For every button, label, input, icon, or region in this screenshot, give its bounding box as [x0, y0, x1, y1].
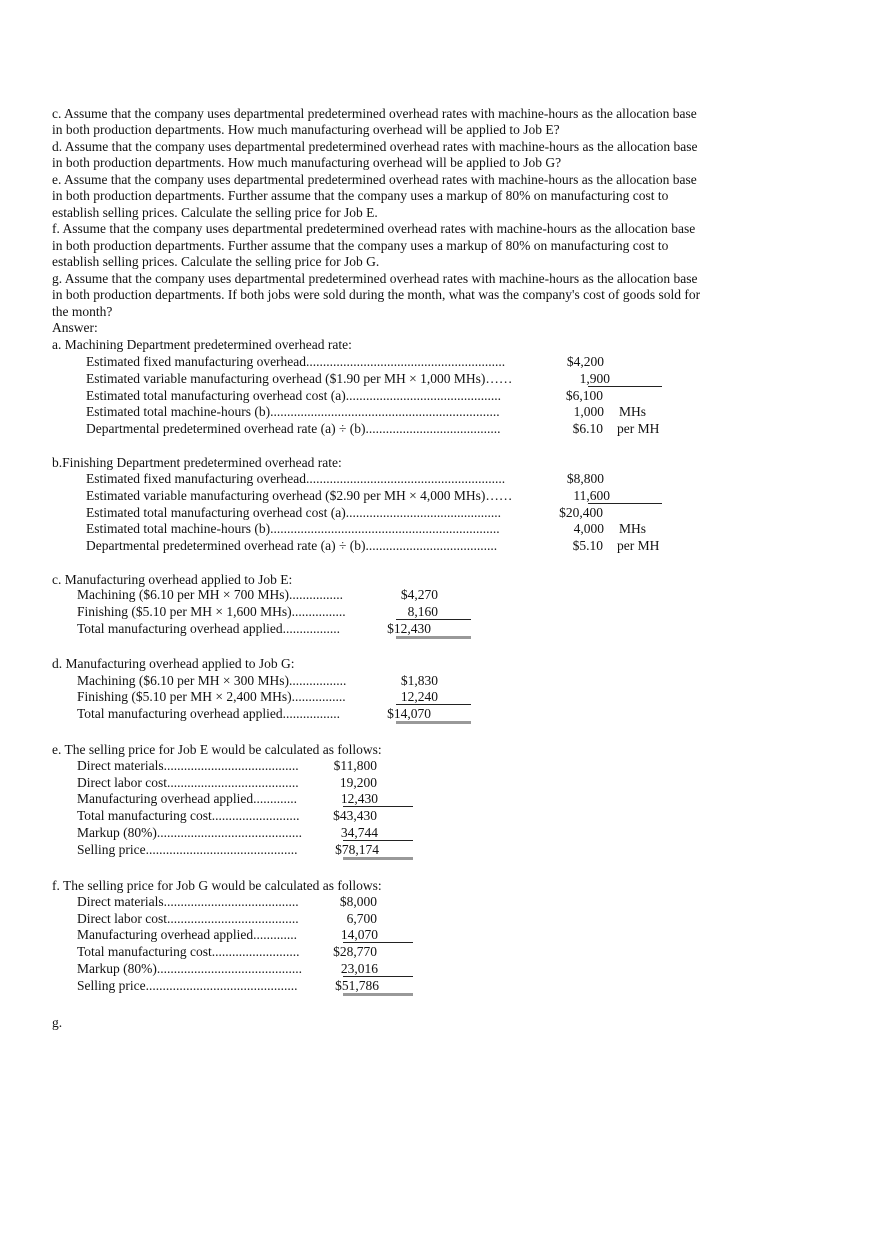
row-value: 1,900 [579, 371, 610, 386]
row-label: Estimated variable manufacturing overhead ($1.90 per MH × 1,000 MHs)…… [86, 371, 513, 386]
row-value: $51,786 [335, 978, 379, 993]
row-label: Estimated total manufacturing overhead cost (a).............................................. [86, 505, 502, 520]
row-label: Total manufacturing overhead applied................. [77, 621, 340, 636]
row-value: 4,000 [573, 521, 604, 536]
row-value: $8,000 [339, 894, 377, 909]
section-e-heading: e. The selling price for Job E would be calculated as follows: [52, 742, 382, 757]
row-value: $11,800 [333, 758, 377, 773]
row-label: Estimated total manufacturing overhead cost (a).............................................. [86, 388, 502, 403]
underline [588, 503, 662, 504]
row-label: Direct labor cost....................................... [77, 775, 299, 790]
row-label: Estimated fixed manufacturing overhead........................................................... [86, 471, 506, 486]
row-label: Markup (80%)........................................... [77, 961, 302, 976]
underline [343, 840, 413, 841]
row-value: $5.10 [572, 538, 603, 553]
row-value: 19,200 [339, 775, 377, 790]
row-label: Direct materials........................................ [77, 894, 299, 909]
section-d-heading: d. Manufacturing overhead applied to Job G: [52, 656, 295, 671]
row-value: $78,174 [335, 842, 379, 857]
row-value: $4,270 [400, 587, 438, 602]
section-b-heading: b.Finishing Department predetermined overhead rate: [52, 455, 342, 470]
row-value: $43,430 [333, 808, 377, 823]
question-line: establish selling prices. Calculate the selling price for Job E. [52, 205, 378, 220]
row-label: Estimated variable manufacturing overhead ($2.90 per MH × 4,000 MHs)…… [86, 488, 513, 503]
row-value: $8,800 [566, 471, 604, 486]
row-value: $6.10 [572, 421, 603, 436]
row-value: $28,770 [333, 944, 377, 959]
row-label: Estimated fixed manufacturing overhead........................................................... [86, 354, 506, 369]
underline [396, 704, 471, 705]
row-label: Finishing ($5.10 per MH × 1,600 MHs)................ [77, 604, 346, 619]
question-line: in both production departments. How much manufacturing overhead will be applied to Job G? [52, 155, 562, 170]
row-value: 6,700 [346, 911, 377, 926]
row-label: Direct materials........................................ [77, 758, 299, 773]
row-label: Total manufacturing cost.......................... [77, 944, 300, 959]
underline [343, 942, 413, 943]
row-value: $12,430 [387, 621, 431, 636]
row-label: Estimated total machine-hours (b).................................................................... [86, 521, 500, 536]
row-label: Manufacturing overhead applied............. [77, 927, 298, 942]
question-line: f. Assume that the company uses departmental predetermined overhead rates with machine-hours as the allocation base [52, 221, 696, 236]
section-c-heading: c. Manufacturing overhead applied to Job E: [52, 572, 293, 587]
row-value: $14,070 [387, 706, 431, 721]
row-value: $4,200 [566, 354, 604, 369]
row-value: 14,070 [340, 927, 378, 942]
underline [343, 976, 413, 977]
question-line: in both production departments. If both jobs were sold during the month, what was the company's cost of goods sold for [52, 287, 701, 302]
row-value: $6,100 [565, 388, 603, 403]
row-value: 23,016 [340, 961, 378, 976]
question-line: in both production departments. Further assume that the company uses a markup of 80% on manufacturing cost to [52, 238, 669, 253]
underline [343, 806, 413, 807]
row-unit: per MH [617, 421, 660, 436]
question-line: d. Assume that the company uses departmental predetermined overhead rates with machine-hours as the allocation base [52, 139, 698, 154]
double-underline [343, 857, 413, 860]
double-underline [343, 993, 413, 996]
double-underline [396, 721, 471, 724]
row-label: Estimated total machine-hours (b).................................................................... [86, 404, 500, 419]
row-value: 12,240 [400, 689, 438, 704]
row-value: 8,160 [407, 604, 438, 619]
row-label: Markup (80%)........................................... [77, 825, 302, 840]
row-unit: per MH [617, 538, 660, 553]
row-value: $1,830 [400, 673, 438, 688]
question-line: e. Assume that the company uses departmental predetermined overhead rates with machine-hours as the allocation base [52, 172, 697, 187]
row-label: Total manufacturing overhead applied................. [77, 706, 340, 721]
question-line: g. Assume that the company uses departmental predetermined overhead rates with machine-hours as the allocation base [52, 271, 698, 286]
underline [588, 386, 662, 387]
row-label: Selling price............................................. [77, 842, 298, 857]
row-label: Departmental predetermined overhead rate (a) ÷ (b)....................................... [86, 538, 498, 553]
question-line: c. Assume that the company uses departmental predetermined overhead rates with machine-hours as the allocation base [52, 106, 697, 121]
section-a-heading: a. Machining Department predetermined overhead rate: [52, 337, 352, 352]
row-label: Machining ($6.10 per MH × 700 MHs)................ [77, 587, 343, 602]
question-line: the month? [52, 304, 113, 319]
question-line: in both production departments. How much manufacturing overhead will be applied to Job E? [52, 122, 560, 137]
row-value: 1,000 [573, 404, 604, 419]
row-label: Machining ($6.10 per MH × 300 MHs)................. [77, 673, 347, 688]
underline [396, 619, 471, 620]
row-value: 11,600 [573, 488, 610, 503]
row-label: Finishing ($5.10 per MH × 2,400 MHs)................ [77, 689, 346, 704]
row-label: Departmental predetermined overhead rate (a) ÷ (b)........................................ [86, 421, 501, 436]
answer-label: Answer: [52, 320, 98, 335]
row-value: 34,744 [340, 825, 378, 840]
double-underline [396, 636, 471, 639]
row-label: Manufacturing overhead applied............. [77, 791, 298, 806]
row-label: Selling price............................................. [77, 978, 298, 993]
section-g-heading: g. [52, 1015, 63, 1030]
row-value: $20,400 [559, 505, 603, 520]
row-value: 12,430 [340, 791, 378, 806]
row-unit: MHs [619, 404, 647, 419]
question-line: in both production departments. Further assume that the company uses a markup of 80% on manufacturing cost to [52, 188, 669, 203]
row-unit: MHs [619, 521, 647, 536]
row-label: Total manufacturing cost.......................... [77, 808, 300, 823]
section-f-heading: f. The selling price for Job G would be calculated as follows: [52, 878, 382, 893]
question-line: establish selling prices. Calculate the selling price for Job G. [52, 254, 380, 269]
row-label: Direct labor cost....................................... [77, 911, 299, 926]
